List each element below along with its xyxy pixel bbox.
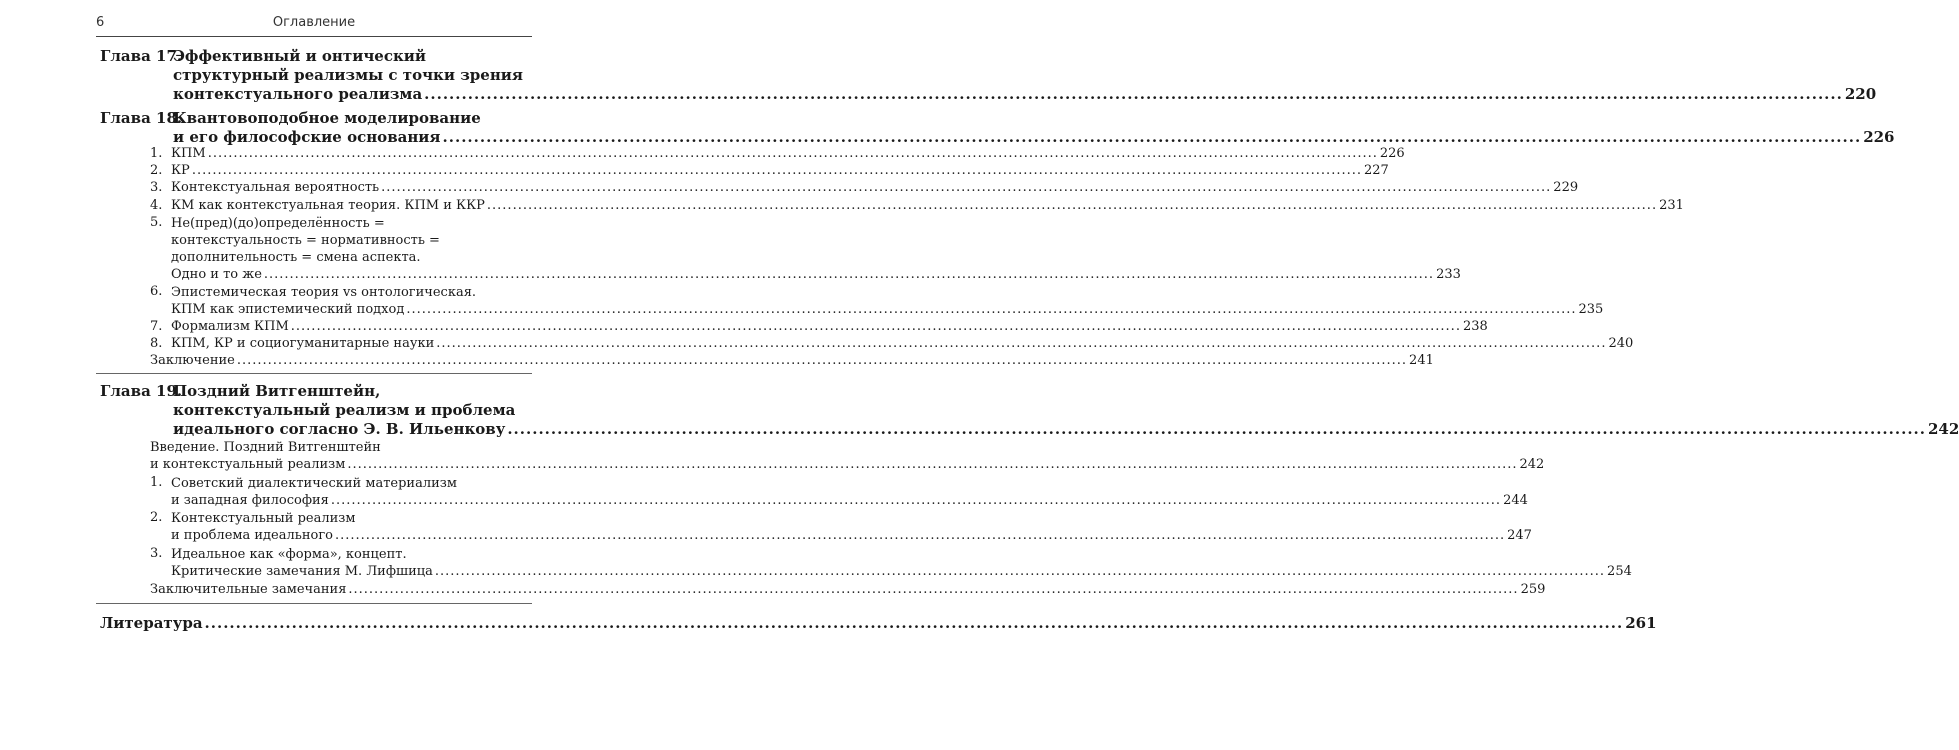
entry-page: 229 xyxy=(1553,180,1579,195)
entry-page: 244 xyxy=(1503,493,1528,508)
entry-number: 3. xyxy=(150,546,163,561)
header-page-number: 6 xyxy=(96,15,105,30)
entry-page: 241 xyxy=(1409,353,1434,368)
entry-title: Заключительные замечания xyxy=(150,582,347,597)
entry-number: 7. xyxy=(150,319,163,334)
leader-dots: .................................................................................................................................................................................................................................... xyxy=(334,528,1506,543)
entry-page: 240 xyxy=(1608,336,1634,351)
leader-dots: .................................................................................................................................................................................................................................... xyxy=(236,353,1408,368)
chapter-18-title-line: Квантовоподобное моделирование xyxy=(173,109,481,127)
entry-title: КМ как контекстуальная теория. КПМ и ККР xyxy=(171,198,485,213)
entry-number: 1. xyxy=(150,146,163,161)
leader-dots: .................................................................................................................................................................................................................................... xyxy=(347,457,1518,472)
section-divider xyxy=(96,373,532,374)
leader-dots: .................................................................................................................................................................................................................................... xyxy=(507,420,1926,438)
entry-page: 242 xyxy=(1519,457,1545,472)
chapter-17-title-line: Эффективный и онтический xyxy=(173,47,427,65)
entry-title: и проблема идеального xyxy=(171,528,333,543)
entry-page: 226 xyxy=(1379,146,1405,161)
entry-page: 235 xyxy=(1578,302,1604,317)
leader-dots: .................................................................................................................................................................................................................................... xyxy=(406,302,1577,317)
leader-dots: .................................................................................................................................................................................................................................... xyxy=(330,493,1502,508)
entry-title-line: Советский диалектический материализм xyxy=(171,476,457,491)
entry-page: 231 xyxy=(1659,198,1684,213)
entry-page: 254 xyxy=(1607,564,1632,579)
entry-title: КПМ как эпистемический подход xyxy=(171,302,405,317)
chapter-17-label: Глава 17. xyxy=(100,47,183,65)
entry-page: 233 xyxy=(1436,267,1461,282)
leader-dots: .................................................................................................................................................................................................................................... xyxy=(424,85,1843,103)
leader-dots: .................................................................................................................................................................................................................................... xyxy=(207,146,1378,161)
entry-title: и западная философия xyxy=(171,493,329,508)
literature-page: 261 xyxy=(1625,614,1657,632)
chapter-19-page: 242 xyxy=(1927,420,1959,438)
chapter-19-title-line: Поздний Витгенштейн, xyxy=(173,382,381,400)
leader-dots: .................................................................................................................................................................................................................................... xyxy=(290,319,1461,334)
entry-title: Критические замечания М. Лифшица xyxy=(171,564,433,579)
leader-dots: .................................................................................................................................................................................................................................... xyxy=(381,180,1552,195)
entry-title-line: контекстуальность = нормативность = xyxy=(171,233,440,248)
leader-dots: .................................................................................................................................................................................................................................... xyxy=(263,267,1435,282)
entry-page: 247 xyxy=(1507,528,1532,543)
entry-number: 4. xyxy=(150,198,163,213)
section-divider xyxy=(96,603,532,604)
entry-title: Формализм КПМ xyxy=(171,319,289,334)
entry-title: КР xyxy=(171,163,190,178)
entry-number: 3. xyxy=(150,180,163,195)
entry-number: 2. xyxy=(150,163,163,178)
entry-number: 1. xyxy=(150,475,163,490)
header-title: Оглавление xyxy=(272,15,356,30)
entry-page: 238 xyxy=(1462,319,1488,334)
entry-title: Заключение xyxy=(150,353,235,368)
chapter-17-page: 220 xyxy=(1844,85,1877,103)
entry-number: 2. xyxy=(150,510,163,525)
chapter-18-label: Глава 18. xyxy=(100,109,183,127)
chapter-17-title-line: структурный реализмы с точки зрения xyxy=(173,66,524,84)
entry-title-line: Эпистемическая теория vs онтологическая. xyxy=(171,285,477,300)
entry-page: 227 xyxy=(1363,163,1389,178)
leader-dots: .................................................................................................................................................................................................................................... xyxy=(442,128,1862,146)
leader-dots: .................................................................................................................................................................................................................................... xyxy=(486,198,1658,213)
entry-title-line: Контекстуальный реализм xyxy=(171,511,356,526)
entry-title: и контекстуальный реализм xyxy=(150,457,346,472)
chapter-19-title-line: контекстуальный реализм и проблема xyxy=(173,401,516,419)
chapter-17-title-last: контекстуального реализма xyxy=(173,85,423,103)
leader-dots: .................................................................................................................................................................................................................................... xyxy=(191,163,1362,178)
page-header xyxy=(96,12,532,37)
leader-dots: .................................................................................................................................................................................................................................... xyxy=(434,564,1606,579)
entry-page: 259 xyxy=(1520,582,1546,597)
entry-number: 6. xyxy=(150,284,163,299)
literature-label: Литература xyxy=(100,614,203,632)
chapter-18-title-last: и его философские основания xyxy=(173,128,441,146)
entry-title: КПМ xyxy=(171,146,206,161)
entry-title-line: Введение. Поздний Витгенштейн xyxy=(150,440,381,455)
entry-title-line: дополнительность = смена аспекта. xyxy=(171,250,421,265)
leader-dots: .................................................................................................................................................................................................................................... xyxy=(204,614,1624,632)
entry-title: Одно и то же xyxy=(171,267,262,282)
entry-number: 8. xyxy=(150,336,163,351)
entry-number: 5. xyxy=(150,215,163,230)
entry-title: КПМ, КР и социогуманитарные науки xyxy=(171,336,435,351)
entry-title: Контекстуальная вероятность xyxy=(171,180,380,195)
leader-dots: .................................................................................................................................................................................................................................... xyxy=(348,582,1519,597)
entry-title-line: Идеальное как «форма», концепт. xyxy=(171,547,407,562)
chapter-19-title-last: идеального согласно Э. В. Ильенкову xyxy=(173,420,506,438)
chapter-19-label: Глава 19. xyxy=(100,382,183,400)
chapter-18-page: 226 xyxy=(1863,128,1895,146)
entry-title-line: Не(пред)(до)определённость = xyxy=(171,216,385,231)
leader-dots: .................................................................................................................................................................................................................................... xyxy=(436,336,1607,351)
